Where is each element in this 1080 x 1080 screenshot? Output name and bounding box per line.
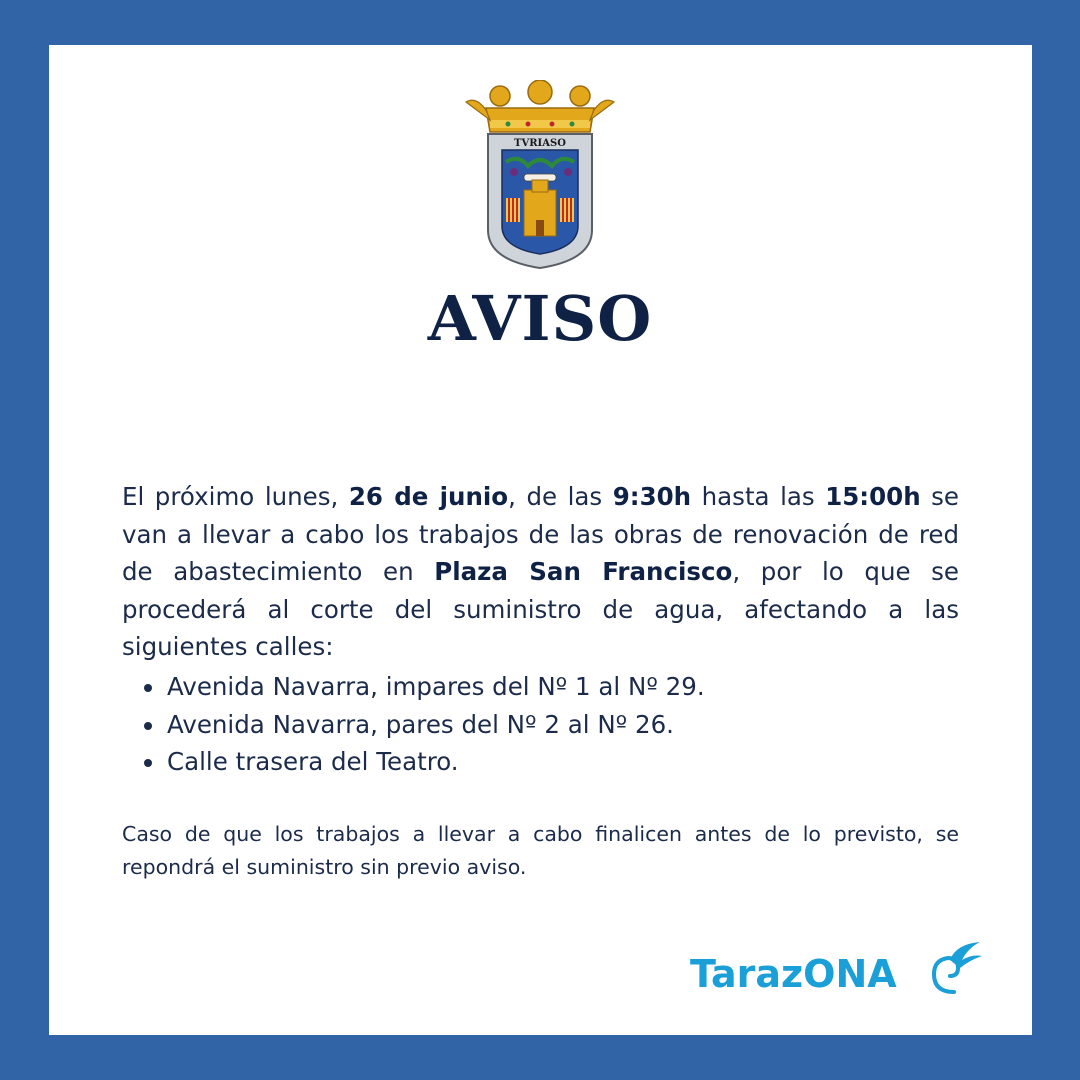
crown-icon bbox=[466, 80, 614, 132]
tarazona-logo bbox=[690, 938, 990, 1008]
start-time: 9:30h bbox=[612, 482, 692, 511]
list-item: Avenida Navarra, impares del Nº 1 al Nº 29. bbox=[122, 668, 959, 706]
swirl-icon bbox=[922, 938, 984, 1000]
list-item: Avenida Navarra, pares del Nº 2 al Nº 26. bbox=[122, 706, 959, 744]
brand-name: TarazONA bbox=[690, 952, 897, 996]
closing-note: Caso de que los trabajos a llevar a cabo finalicen antes de lo previsto, se repondrá el suministro sin previo aviso. bbox=[122, 822, 959, 879]
closure-date: 26 de junio bbox=[348, 482, 509, 511]
location: Plaza San Francisco bbox=[434, 557, 733, 586]
notice-intro: El próximo lunes, 26 de junio, de las 9:30h hasta las 15:00h se van a llevar a cabo los trabajos de las obras de renovación de red de abastecimiento en Plaza San Francisco, por lo que se procederá al corte del suministro de agua, afectando a las siguientes calles: bbox=[122, 482, 960, 661]
list-item: Calle trasera del Teatro. bbox=[122, 743, 959, 781]
crest-banner-text: TVRIASO bbox=[514, 138, 566, 149]
end-time: 15:00h bbox=[825, 482, 921, 511]
notice-title: AVISO bbox=[427, 282, 653, 355]
coat-of-arms-icon bbox=[458, 80, 622, 270]
affected-streets-list bbox=[122, 668, 959, 781]
